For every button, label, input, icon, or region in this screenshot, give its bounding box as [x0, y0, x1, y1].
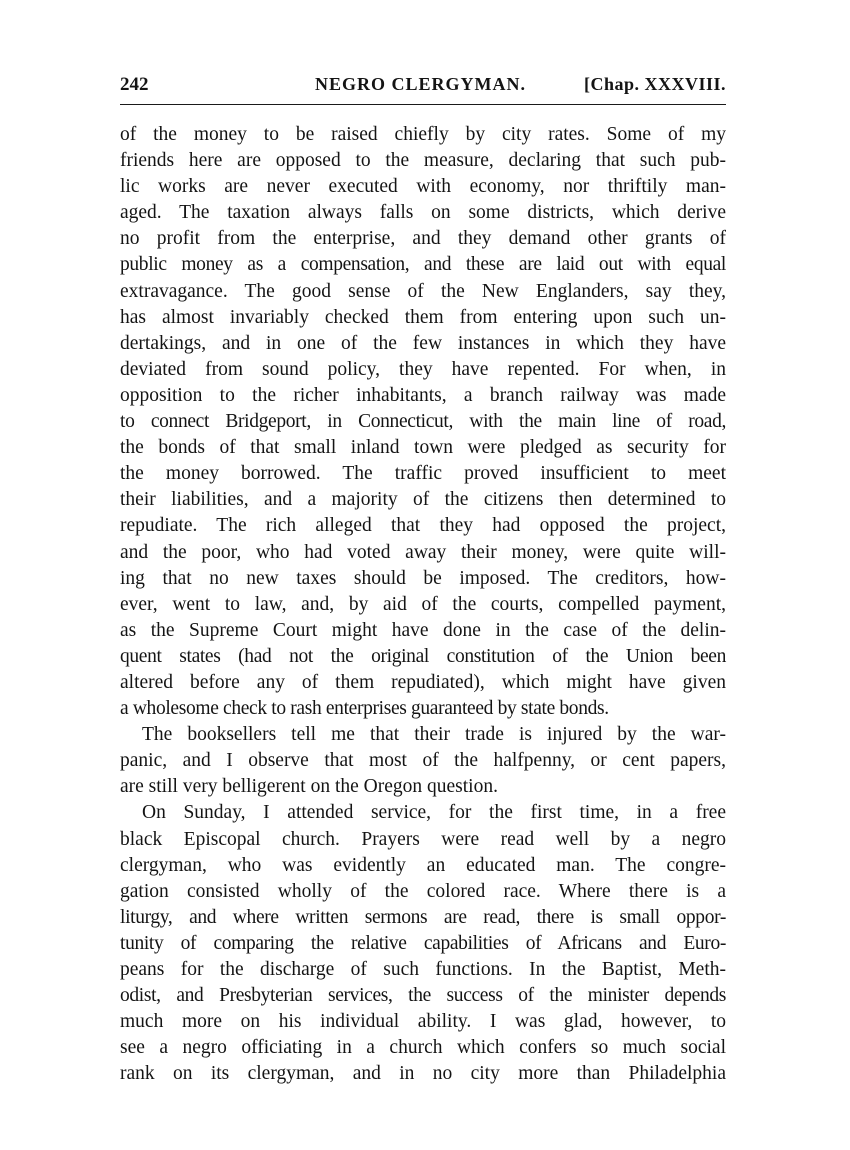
text-line: tunity of comparing the relative capabilities of Africans and Euro- — [120, 932, 726, 954]
chapter-reference: [Chap. XXXVIII. — [583, 74, 726, 94]
text-line: and the poor, who had voted away their money, were quite will- — [120, 541, 726, 563]
text-line: opposition to the richer inhabitants, a branch railway was made — [120, 384, 726, 406]
text-line: as the Supreme Court might have done in the case of the delin- — [120, 619, 726, 641]
text-line: lic works are never executed with economy, nor thriftily man- — [120, 176, 726, 198]
text-line: no profit from the enterprise, and they demand other grants of — [120, 228, 726, 250]
page-number: 242 — [120, 74, 149, 95]
body-text — [120, 122, 726, 1087]
text-line: quent states (had not the original constitution of the Union been — [120, 645, 726, 667]
text-line: The booksellers tell me that their trade is injured by the war- — [142, 724, 726, 746]
text-line: dertakings, and in one of the few instances in which they have — [120, 332, 726, 354]
running-title: NEGRO CLERGYMAN. — [315, 74, 527, 94]
text-line: the bonds of that small inland town were pledged as security for — [120, 437, 726, 459]
text-line: On Sunday, I attended service, for the first time, in a free — [142, 802, 726, 824]
text-line: see a negro officiating in a church which confers so much social — [120, 1037, 726, 1059]
text-line: a wholesome check to rash enterprises guaranteed by state bonds. — [120, 698, 609, 720]
text-line: to connect Bridgeport, in Connecticut, with the main line of road, — [120, 411, 726, 433]
text-line: ever, went to law, and, by aid of the courts, compelled payment, — [120, 593, 726, 615]
text-line: much more on his individual ability. I was glad, however, to — [120, 1011, 726, 1033]
text-line: public money as a compensation, and these are laid out with equal — [120, 254, 726, 276]
text-line: extravagance. The good sense of the New Englanders, say they, — [120, 280, 726, 302]
text-line: panic, and I observe that most of the halfpenny, or cent papers, — [120, 750, 726, 772]
text-line: their liabilities, and a majority of the citizens then determined to — [120, 489, 726, 511]
text-line: ing that no new taxes should be imposed. The creditors, how- — [120, 567, 726, 589]
text-line: peans for the discharge of such functions. In the Baptist, Meth- — [120, 959, 726, 980]
text-line: friends here are opposed to the measure, declaring that such pub- — [120, 150, 726, 172]
text-line: of the money to be raised chiefly by city rates. Some of my — [120, 124, 726, 145]
text-line: black Episcopal church. Prayers were read well by a negro — [120, 828, 726, 850]
text-line: the money borrowed. The traffic proved insufficient to meet — [120, 463, 726, 485]
text-line: are still very belligerent on the Oregon question. — [120, 776, 498, 798]
text-line: aged. The taxation always falls on some districts, which derive — [120, 202, 726, 224]
text-line: deviated from sound policy, they have repented. For when, in — [120, 358, 726, 380]
text-line: rank on its clergyman, and in no city more than Philadelphia — [120, 1063, 726, 1085]
text-line: gation consisted wholly of the colored race. Where there is a — [120, 880, 726, 902]
text-line: odist, and Presbyterian services, the success of the minister depends — [120, 985, 726, 1007]
text-line: altered before any of them repudiated), which might have given — [120, 671, 726, 693]
text-line: has almost invariably checked them from entering upon such un- — [120, 306, 726, 328]
text-line: repudiate. The rich alleged that they had opposed the project, — [120, 515, 726, 537]
text-line: liturgy, and where written sermons are read, there is small oppor- — [120, 906, 726, 928]
page-header — [120, 70, 726, 105]
text-line: clergyman, who was evidently an educated man. The congre- — [120, 854, 726, 876]
